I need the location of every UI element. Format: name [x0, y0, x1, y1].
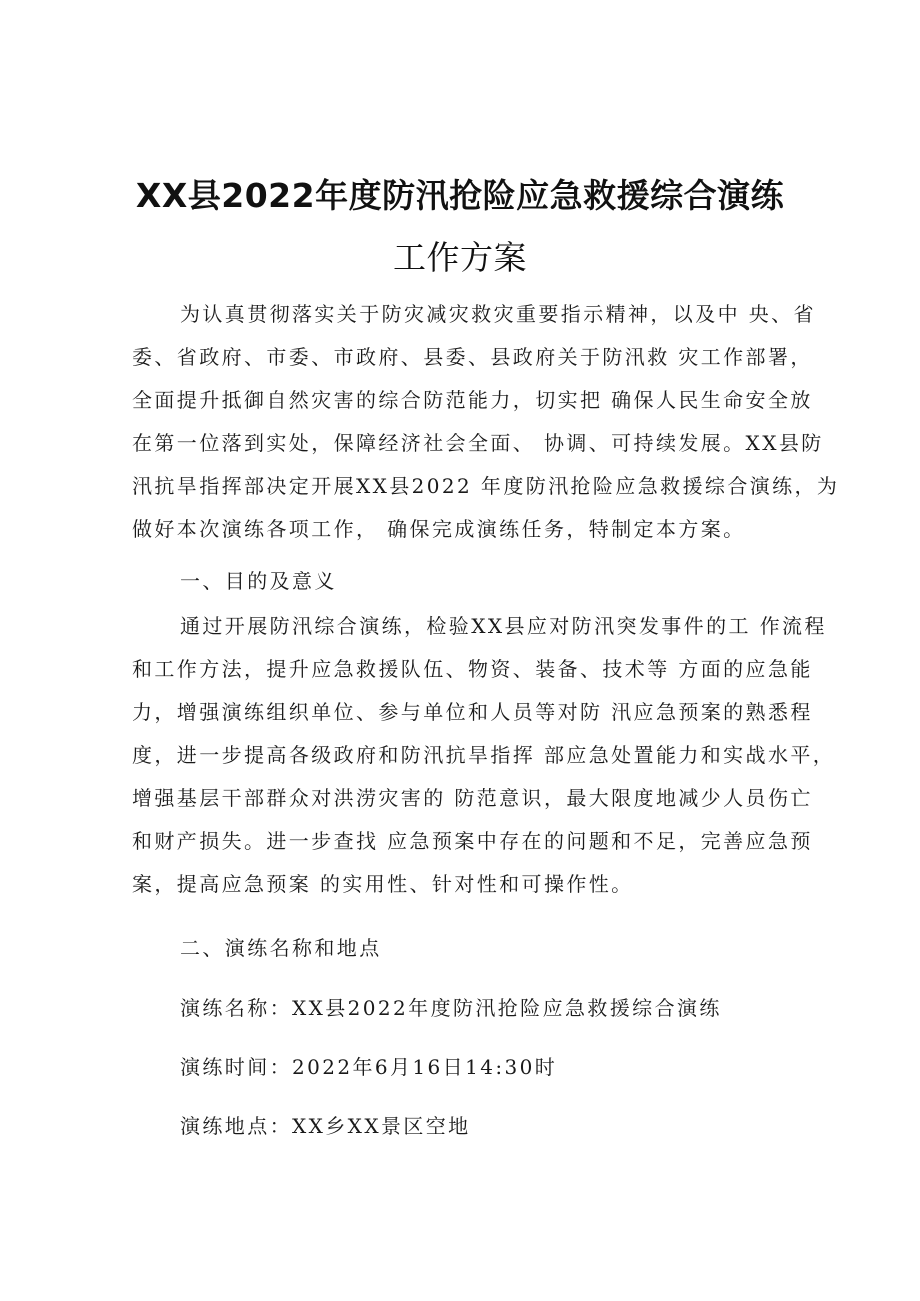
section-1-line-7: 案，提高应急预案 的实用性、针对性和可操作性。 [132, 872, 634, 896]
exercise-location: 演练地点：XX乡XX景区空地 [180, 1114, 471, 1138]
intro-line-6: 做好本次演练各项工作， 确保完成演练任务，特制定本方案。 [132, 517, 746, 541]
intro-line-5: 汛抗旱指挥部决定开展XX县2022 年度防汛抢险应急救援综合演练，为 [132, 474, 840, 498]
document-title-line-1: XX县2022年度防汛抢险应急救援综合演练 [135, 176, 785, 215]
section-1-line-1: 通过开展防汛综合演练，检验XX县应对防汛突发事件的工 作流程 [180, 614, 827, 638]
intro-line-3: 全面提升抵御自然灾害的综合防范能力，切实把 确保人民生命安全放 [132, 388, 813, 412]
section-1-line-2: 和工作方法，提升应急救援队伍、物资、装备、技术等 方面的应急能 [132, 657, 813, 681]
section-1-line-4: 度，进一步提高各级政府和防汛抗旱指挥 部应急处置能力和实战水平， [132, 743, 836, 767]
section-1-line-5: 增强基层干部群众对洪涝灾害的 防范意识，最大限度地减少人员伤亡 [132, 786, 813, 810]
intro-line-4: 在第一位落到实处，保障经济社会全面、 协调、可持续发展。XX县防 [132, 431, 824, 455]
document-title-line-2: 工作方案 [393, 238, 527, 277]
section-1-heading: 一、目的及意义 [180, 569, 337, 593]
intro-line-2: 委、省政府、市委、市政府、县委、县政府关于防汛救 灾工作部署， [132, 345, 813, 369]
exercise-name: 演练名称：XX县2022年度防汛抢险应急救援综合演练 [180, 996, 722, 1020]
intro-line-1: 为认真贯彻落实关于防灾减灾救灾重要指示精神，以及中 央、省 [180, 302, 816, 326]
section-1-line-3: 力，增强演练组织单位、参与单位和人员等对防 汛应急预案的熟悉程 [132, 700, 813, 724]
section-2-heading: 二、演练名称和地点 [180, 936, 382, 960]
exercise-time: 演练时间：2022年6月16日14:30时 [180, 1055, 558, 1079]
section-1-line-6: 和财产损失。进一步查找 应急预案中存在的问题和不足，完善应急预 [132, 829, 813, 853]
